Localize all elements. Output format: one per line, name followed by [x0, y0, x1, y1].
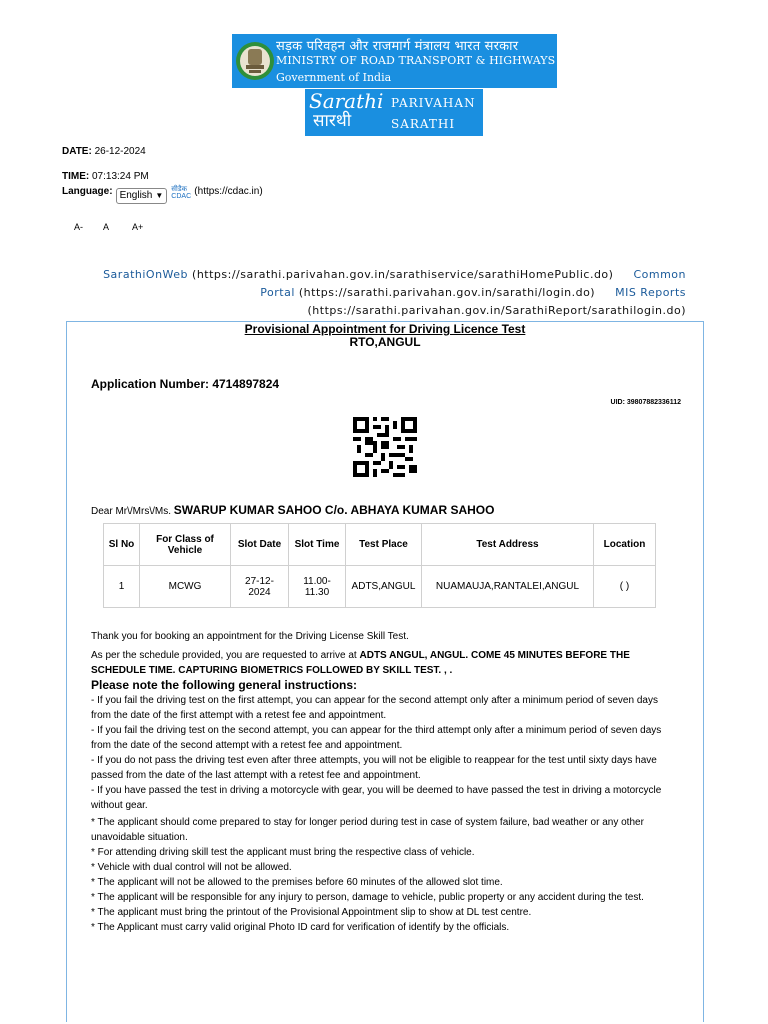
language-select[interactable] [116, 188, 168, 204]
instruction-item: - If you have passed the test in driving a motorcycle with gear, you will be deemed to have passed the test in driving a motorcycle without gear. [91, 785, 662, 811]
date-value: 26-12-2024 [94, 146, 146, 157]
sarathionweb-link[interactable]: SarathiOnWeb [103, 268, 189, 281]
salutation [91, 503, 494, 517]
sarathionweb-url: (https://sarathi.parivahan.gov.in/sarathiservice/sarathiHomePublic.do) [192, 268, 614, 281]
table-cell: NUAMAUJA,RANTALEI,ANGUL [422, 566, 594, 608]
column-header: Slot Time [289, 524, 346, 566]
language-value: English [119, 190, 153, 201]
date-label: DATE: [62, 146, 92, 157]
common-portal-url: (https://sarathi.parivahan.gov.in/sarathi/login.do) [298, 286, 596, 299]
thanks-text: Thank you for booking an appointment for the Driving License Skill Test. [91, 631, 409, 642]
cdac-url: (https://cdac.in) [194, 186, 263, 197]
ministry-banner [232, 34, 557, 88]
parivahan-label: PARIVAHAN [391, 96, 476, 110]
ministry-hindi-name: सड़क परिवहन और राजमार्ग मंत्रालय भारत सरकार [276, 39, 519, 54]
government-label: Government of India [276, 71, 392, 84]
national-emblem-icon [235, 37, 275, 85]
slip-title: Provisional Appointment for Driving Licence Test [244, 322, 526, 336]
schedule-prefix: As per the schedule provided, you are requested to arrive at [91, 650, 360, 661]
instruction-item: - If you fail the driving test on the second attempt, you can appear for the third attempt only after a minimum period of seven days from the date of the second attempt with a retest fee and appointment. [91, 725, 662, 751]
table-cell: 1 [104, 566, 140, 608]
instruction-item: * The applicant should come prepared to stay for longer period during test in case of system failure, bad weather or any other unavoidable situation. [91, 817, 644, 843]
sarathi-logo: Sarathi [309, 89, 384, 113]
language-label: Language: [62, 186, 113, 197]
instruction-item: - If you fail the driving test on the first attempt, you can appear for the second attempt only after a minimum period of seven days from the date of the first attempt with a retest fee and appointment. [91, 695, 658, 721]
table-cell: 27-12-2024 [231, 566, 289, 608]
column-header: Test Address [422, 524, 594, 566]
ministry-english-name: MINISTRY OF ROAD TRANSPORT & HIGHWAYS [276, 54, 556, 67]
salutation-prefix: Dear Mr\/Mrs\/Ms. [91, 506, 171, 517]
uid-number: UID: 39807882336112 [610, 399, 681, 406]
instruction-item: * Vehicle with dual control will not be allowed. [91, 862, 292, 873]
column-header: Test Place [346, 524, 422, 566]
instructions-heading: Please note the following general instructions: [91, 678, 358, 692]
dash-instructions [91, 693, 671, 813]
application-number: Application Number: 4714897824 [91, 377, 280, 391]
schedule-venue: ADTS ANGUL, ANGUL. COME 45 MINUTES BEFORE THE SCHEDULE TIME. CAPTURING BIOMETRICS FOLLOWED BY SKILL TEST. , . [91, 650, 630, 676]
column-header: Slot Date [231, 524, 289, 566]
column-header: Location [594, 524, 656, 566]
common-portal-link[interactable]: Common Portal [260, 268, 686, 299]
instruction-item: - If you do not pass the driving test even after three attempts, you will not be eligible to reappear for the test until sixty days have passed from the date of the last attempt with a retest fee and appointment. [91, 755, 657, 781]
appointment-slip [66, 321, 704, 1022]
instructions-section [91, 629, 671, 935]
qr-code-icon [353, 417, 417, 477]
instruction-item: * The Applicant must carry valid original Photo ID card for verification of identify by the officials. [91, 922, 510, 933]
instruction-item: * The applicant will not be allowed to the premises before 60 minutes of the allowed slot time. [91, 877, 503, 888]
table-cell: ADTS,ANGUL [346, 566, 422, 608]
table-cell: MCWG [140, 566, 231, 608]
star-instructions [91, 815, 671, 935]
rto-name: RTO,ANGUL [349, 335, 421, 349]
portal-links [66, 266, 686, 320]
mis-reports-url: (https://sarathi.parivahan.gov.in/SarathiReport/sarathilogin.do) [307, 304, 686, 317]
sarathi-logo-banner [305, 89, 483, 136]
font-increase-button[interactable]: A+ [132, 222, 144, 232]
font-decrease-button[interactable]: A- [74, 222, 83, 232]
table-row [104, 566, 656, 608]
instruction-item: * The applicant must bring the printout of the Provisional Appointment slip to show at DL test centre. [91, 907, 532, 918]
schedule-text [91, 648, 671, 678]
sarathi-hindi-logo: सारथी [313, 111, 352, 131]
font-normal-button[interactable]: A [103, 222, 110, 232]
cdac-logo: सीडैक CDAC [171, 186, 192, 200]
appointment-table [103, 523, 656, 608]
mis-reports-link[interactable]: MIS Reports [615, 286, 686, 299]
chevron-down-icon: ▼ [155, 191, 164, 200]
time-label: TIME: [62, 171, 90, 182]
table-cell: 11.00-11.30 [289, 566, 346, 608]
column-header: Sl No [104, 524, 140, 566]
time-line [62, 171, 149, 182]
applicant-name: SWARUP KUMAR SAHOO C/o. ABHAYA KUMAR SAHOO [173, 503, 495, 517]
instruction-item: * For attending driving skill test the applicant must bring the respective class of vehicle. [91, 847, 475, 858]
date-line [62, 146, 146, 157]
instruction-item: * The applicant will be responsible for any injury to person, damage to vehicle, public property or any accident during the test. [91, 892, 644, 903]
cdac-link[interactable] [171, 186, 262, 200]
time-value: 07:13:24 PM [92, 171, 149, 182]
sarathi-label: SARATHI [391, 117, 456, 131]
column-header: For Class of Vehicle [140, 524, 231, 566]
table-cell: ( ) [594, 566, 656, 608]
table-header-row [104, 524, 656, 566]
language-line [62, 186, 263, 204]
